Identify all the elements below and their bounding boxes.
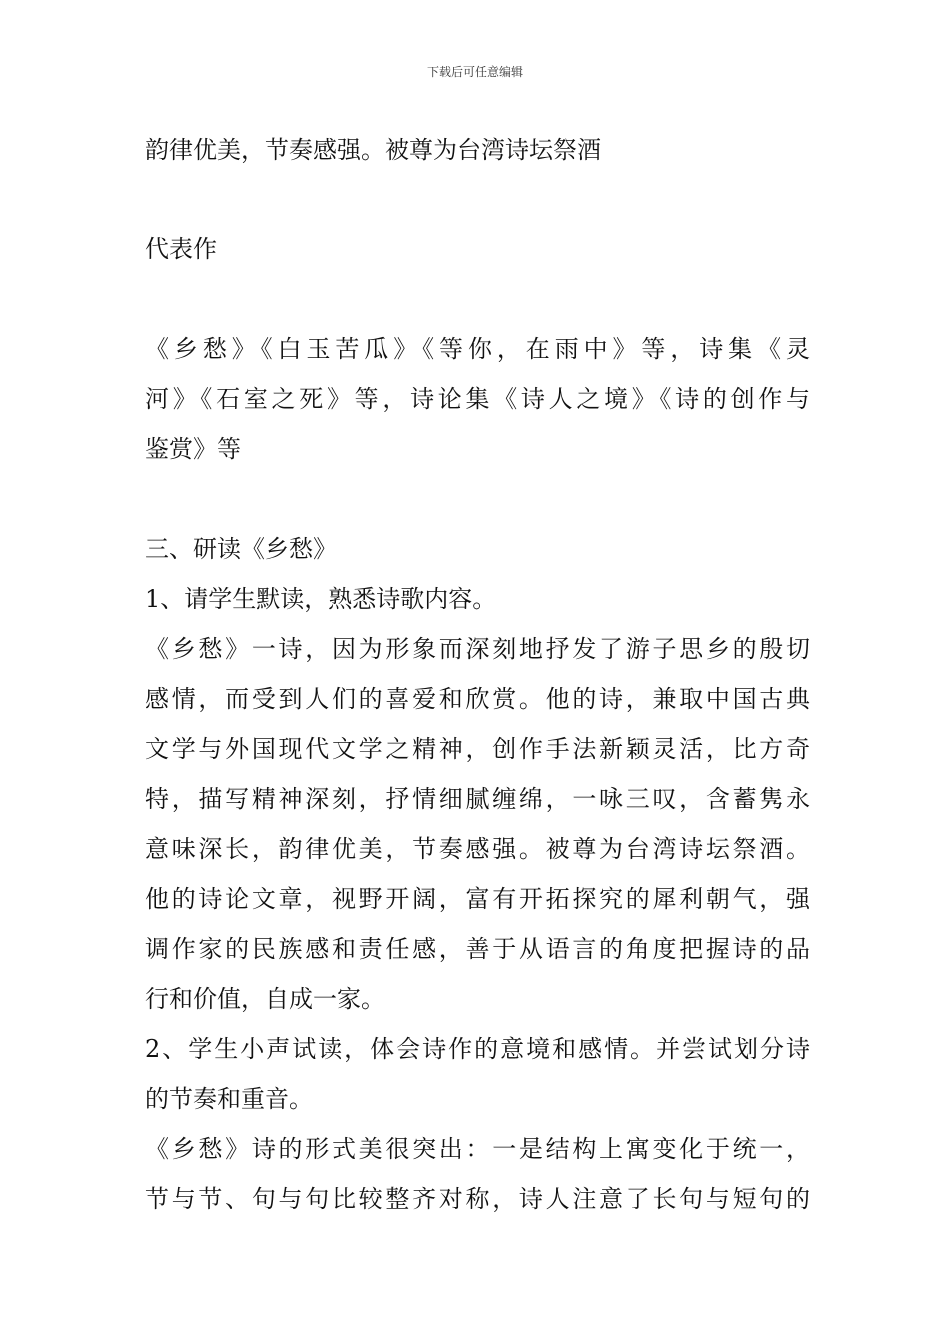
section-heading: 三、研读《乡愁》 bbox=[145, 535, 337, 563]
heading-representative-works bbox=[145, 224, 810, 274]
text-line: 文学与外国现代文学之精神，创作手法新颖灵活，比方奇 bbox=[145, 735, 810, 763]
text-line: 1、请学生默读，熟悉诗歌内容。 bbox=[145, 585, 497, 613]
text-line: 节与节、句与句比较整齐对称，诗人注意了长句与短句的 bbox=[145, 1185, 810, 1213]
text-line: 河》《石室之死》等，诗论集《诗人之境》《诗的创作与 bbox=[145, 385, 810, 413]
text-line: 代表作 bbox=[145, 235, 217, 263]
text-line: 韵律优美，节奏感强。被尊为台湾诗坛祭酒 bbox=[145, 136, 601, 164]
text-line: 调作家的民族感和责任感，善于从语言的角度把握诗的品 bbox=[145, 935, 810, 963]
section-study-poem bbox=[145, 524, 810, 1224]
text-line: 感情，而受到人们的喜爱和欣赏。他的诗，兼取中国古典 bbox=[145, 685, 810, 713]
text-line: 行和价值，自成一家。 bbox=[145, 985, 385, 1013]
page-header: 下载后可任意编辑 bbox=[426, 65, 523, 79]
text-line: 他的诗论文章，视野开阔，富有开拓探究的犀利朝气，强 bbox=[145, 885, 810, 913]
text-line: 《乡愁》诗的形式美很突出：一是结构上寓变化于统一， bbox=[145, 1135, 810, 1163]
text-line: 2、学生小声试读，体会诗作的意境和感情。并尝试划分诗 bbox=[145, 1035, 810, 1063]
paragraph-style-summary bbox=[145, 125, 810, 175]
paragraph-works-list bbox=[145, 324, 810, 474]
text-line: 鉴赏》等 bbox=[145, 435, 241, 463]
text-line: 《乡愁》一诗，因为形象而深刻地抒发了游子思乡的殷切 bbox=[145, 635, 810, 663]
text-line: 的节奏和重音。 bbox=[145, 1085, 313, 1113]
text-line: 意味深长，韵律优美，节奏感强。被尊为台湾诗坛祭酒。 bbox=[145, 835, 810, 863]
text-line: 特，描写精神深刻，抒情细腻缠绵，一咏三叹，含蓄隽永 bbox=[145, 785, 810, 813]
text-line: 《乡愁》《白玉苦瓜》《等你，在雨中》等，诗集《灵 bbox=[145, 335, 810, 363]
